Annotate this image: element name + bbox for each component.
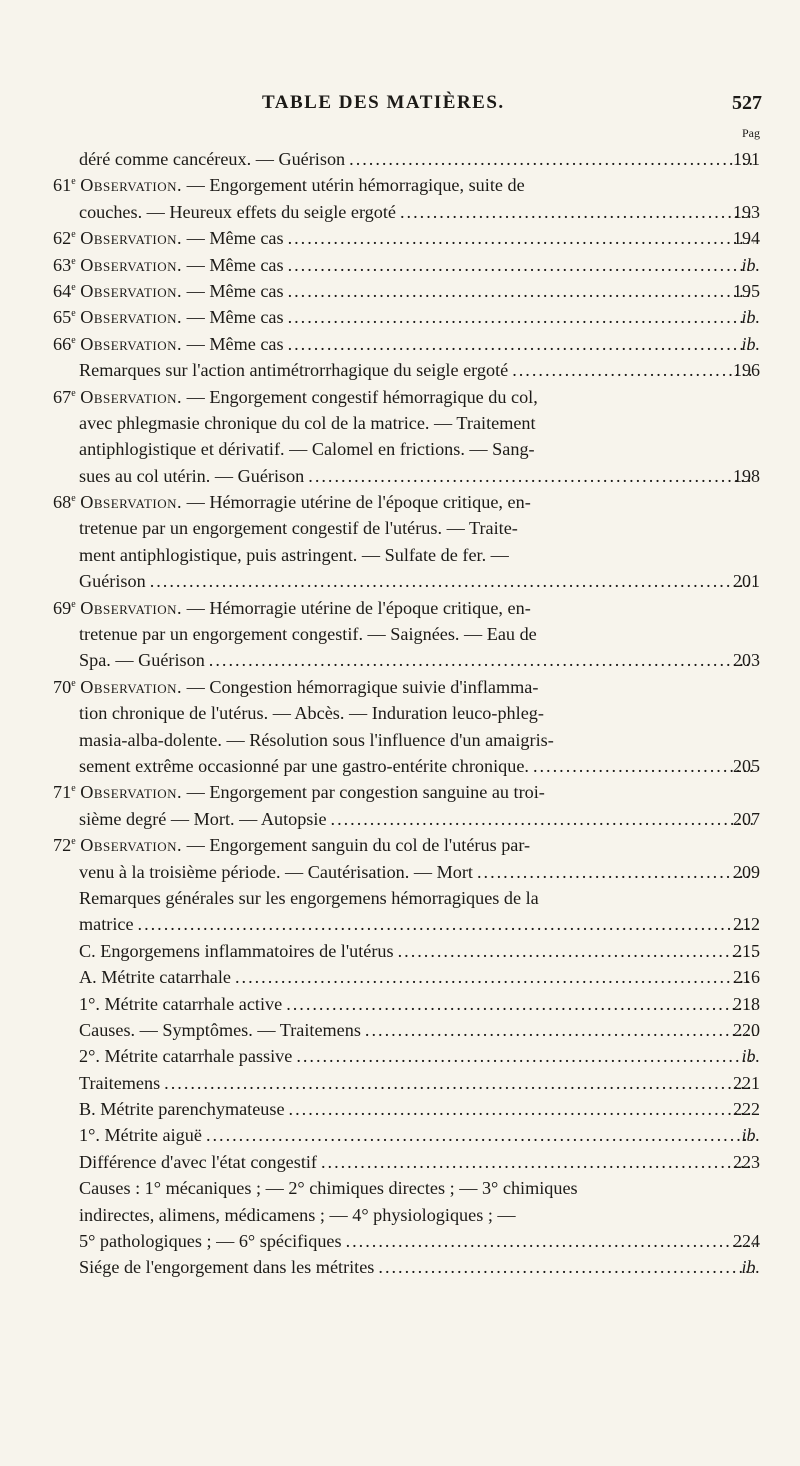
toc-line — [0, 463, 800, 489]
toc-line — [0, 331, 800, 357]
toc-line-text — [79, 1175, 578, 1201]
toc-line-text — [79, 357, 758, 383]
dot-leader — [289, 1096, 754, 1122]
entry-text: — Même cas — [182, 307, 284, 328]
toc-line-text — [53, 304, 758, 330]
toc-line-text — [79, 1043, 758, 1069]
observation-number: 67e — [53, 386, 76, 407]
entry-text: Causes. — Symptômes. — Traitemens — [79, 1019, 361, 1040]
toc-line-text — [79, 463, 758, 489]
toc-line-text — [53, 384, 538, 410]
toc-line — [0, 146, 800, 172]
entry-text: — Engorgement sanguin du col de l'utérus par- — [182, 835, 531, 856]
toc-line — [0, 911, 800, 937]
toc-line-text — [79, 542, 509, 568]
toc-line — [0, 1043, 800, 1069]
toc-line-text — [79, 700, 544, 726]
toc-line — [0, 885, 800, 911]
page-column-label: Pag — [742, 126, 760, 140]
observation-label: Observation. — [80, 175, 183, 196]
dot-leader — [321, 1149, 754, 1175]
page-reference: ib. — [741, 333, 760, 354]
entry-text: couches. — Heureux effets du seigle ergoté — [79, 201, 396, 222]
toc-line — [0, 647, 800, 673]
entry-text: tion chronique de l'utérus. — Abcès. — Induration leuco-phleg- — [79, 703, 544, 724]
observation-number: 61e — [53, 175, 76, 196]
dot-leader — [138, 911, 754, 937]
toc-line — [0, 278, 800, 304]
entry-text: ment antiphlogistique, puis astringent. — Sulfate de fer. — — [79, 544, 509, 565]
page-reference: 212 — [733, 914, 760, 935]
toc-line — [0, 753, 800, 779]
entry-text: masia-alba-dolente. — Résolution sous l'influence d'un amaigris- — [79, 729, 554, 750]
toc-line — [0, 1254, 800, 1280]
toc-line-text — [79, 1070, 758, 1096]
observation-label: Observation. — [80, 386, 183, 407]
page-reference: 198 — [733, 465, 760, 486]
dot-leader — [288, 225, 754, 251]
toc-line-text — [79, 991, 758, 1017]
entry-text: Remarques sur l'action antimétrorrhagique du seigle ergoté — [79, 360, 509, 381]
entry-text: matrice — [79, 914, 134, 935]
dot-leader — [477, 859, 754, 885]
dot-leader — [209, 647, 754, 673]
toc-line-text — [79, 1228, 758, 1254]
page-reference: ib. — [741, 1125, 760, 1146]
entry-text: — Congestion hémorragique suivie d'inflamma- — [182, 676, 539, 697]
toc-line-text — [79, 621, 537, 647]
dot-leader — [286, 991, 754, 1017]
entry-text: — Même cas — [182, 228, 284, 249]
observation-number: 66e — [53, 333, 76, 354]
entry-text: — Même cas — [182, 333, 284, 354]
entry-text: avec phlegmasie chronique du col de la matrice. — Traitement — [79, 412, 536, 433]
entry-text: A. Métrite catarrhale — [79, 967, 231, 988]
toc-line — [0, 859, 800, 885]
toc-line — [0, 1070, 800, 1096]
entry-text: — Engorgement par congestion sanguine au troi- — [182, 782, 545, 803]
toc-line — [0, 806, 800, 832]
table-of-contents — [0, 146, 800, 1281]
entry-text: sement extrême occasionné par une gastro-entérite chronique. — [79, 755, 529, 776]
observation-number: 68e — [53, 492, 76, 513]
toc-line — [0, 700, 800, 726]
observation-number: 63e — [53, 254, 76, 275]
toc-line — [0, 779, 800, 805]
entry-text: antiphlogistique et dérivatif. — Calomel en frictions. — Sang- — [79, 439, 535, 460]
entry-text: B. Métrite parenchymateuse — [79, 1099, 285, 1120]
toc-line — [0, 199, 800, 225]
entry-text: sues au col utérin. — Guérison — [79, 465, 305, 486]
toc-line-text — [79, 727, 554, 753]
page-reference: 221 — [733, 1072, 760, 1093]
toc-line-text — [53, 278, 758, 304]
toc-line — [0, 515, 800, 541]
toc-line-text — [79, 885, 539, 911]
entry-text: C. Engorgemens inflammatoires de l'utérus — [79, 940, 394, 961]
observation-label: Observation. — [80, 835, 183, 856]
entry-text: Remarques générales sur les engorgemens hémorragiques de la — [79, 887, 539, 908]
toc-line — [0, 1122, 800, 1148]
toc-line-text — [79, 859, 758, 885]
toc-line-text — [79, 199, 758, 225]
entry-text: 2°. Métrite catarrhale passive — [79, 1046, 293, 1067]
dot-leader — [308, 463, 754, 489]
observation-label: Observation. — [80, 228, 183, 249]
observation-label: Observation. — [80, 280, 183, 301]
dot-leader — [206, 1122, 754, 1148]
dot-leader — [398, 938, 754, 964]
entry-text: Siége de l'engorgement dans les métrites — [79, 1257, 375, 1278]
entry-text: — Même cas — [182, 254, 284, 275]
page-reference: 196 — [733, 360, 760, 381]
toc-line-text — [53, 779, 545, 805]
observation-number: 69e — [53, 597, 76, 618]
running-header — [262, 92, 762, 122]
observation-label: Observation. — [80, 782, 183, 803]
toc-line-text — [79, 1254, 758, 1280]
entry-text: déré comme cancéreux. — Guérison — [79, 149, 346, 169]
toc-line — [0, 410, 800, 436]
dot-leader — [288, 331, 754, 357]
toc-line — [0, 384, 800, 410]
toc-line — [0, 1228, 800, 1254]
dot-leader — [235, 964, 754, 990]
page-reference: 207 — [733, 808, 760, 829]
observation-label: Observation. — [80, 307, 183, 328]
toc-line — [0, 357, 800, 383]
entry-text: — Engorgement utérin hémorragique, suite de — [182, 175, 525, 196]
page-reference: 203 — [733, 650, 760, 671]
observation-number: 72e — [53, 835, 76, 856]
toc-line — [0, 172, 800, 198]
page-reference: 201 — [733, 571, 760, 592]
page-reference: 215 — [733, 940, 760, 961]
toc-line — [0, 1149, 800, 1175]
toc-line-text — [53, 331, 758, 357]
entry-text: Traitemens — [79, 1072, 161, 1093]
dot-leader — [288, 278, 754, 304]
toc-line — [0, 1202, 800, 1228]
observation-number: 65e — [53, 307, 76, 328]
toc-line-text — [53, 225, 758, 251]
dot-leader — [378, 1254, 754, 1280]
toc-line — [0, 225, 800, 251]
dot-leader — [150, 568, 754, 594]
toc-line — [0, 304, 800, 330]
toc-line-text — [79, 146, 758, 172]
entry-text: — Hémorragie utérine de l'époque critique, en- — [182, 492, 531, 513]
toc-line-text — [79, 938, 758, 964]
toc-line — [0, 252, 800, 278]
page-reference: 224 — [733, 1231, 760, 1252]
observation-number: 64e — [53, 280, 76, 301]
dot-leader — [512, 357, 754, 383]
page-reference: 194 — [733, 228, 760, 249]
toc-line-text — [53, 172, 525, 198]
page-reference: 220 — [733, 1019, 760, 1040]
entry-text: venu à la troisième période. — Cautérisation. — Mort — [79, 861, 473, 882]
header-title: TABLE DES MATIÈRES. — [262, 92, 505, 113]
observation-label: Observation. — [80, 254, 183, 275]
observation-number: 71e — [53, 782, 76, 803]
entry-text: Guérison — [79, 571, 146, 592]
dot-leader — [533, 753, 754, 779]
toc-line — [0, 1017, 800, 1043]
page-reference: 191 — [733, 149, 760, 169]
dot-leader — [349, 146, 754, 172]
page-reference: ib. — [741, 254, 760, 275]
toc-line — [0, 436, 800, 462]
toc-line — [0, 568, 800, 594]
toc-line-text — [79, 1122, 758, 1148]
toc-line — [0, 621, 800, 647]
dot-leader — [346, 1228, 754, 1254]
toc-line — [0, 542, 800, 568]
page-reference: ib. — [741, 307, 760, 328]
toc-line-text — [79, 436, 535, 462]
entry-text: tretenue par un engorgement congestif. — Saignées. — Eau de — [79, 624, 537, 645]
toc-line-text — [79, 410, 536, 436]
entry-text: 1°. Métrite aiguë — [79, 1125, 202, 1146]
toc-line-text — [79, 568, 758, 594]
entry-text: Spa. — Guérison — [79, 650, 205, 671]
toc-line-text — [79, 515, 518, 541]
toc-line-text — [79, 647, 758, 673]
toc-line-text — [53, 674, 538, 700]
entry-text: — Engorgement congestif hémorragique du col, — [182, 386, 538, 407]
dot-leader — [365, 1017, 754, 1043]
dot-leader — [400, 199, 754, 225]
dot-leader — [164, 1070, 754, 1096]
page-reference: 216 — [733, 967, 760, 988]
page-reference: 222 — [733, 1099, 760, 1120]
observation-number: 70e — [53, 676, 76, 697]
entry-text: — Même cas — [182, 280, 284, 301]
page-reference: 209 — [733, 861, 760, 882]
page-reference: 195 — [733, 280, 760, 301]
toc-line — [0, 727, 800, 753]
dot-leader — [331, 806, 754, 832]
toc-line-text — [79, 964, 758, 990]
toc-line — [0, 1096, 800, 1122]
toc-line-text — [79, 911, 758, 937]
entry-text: tretenue par un engorgement congestif de l'utérus. — Traite- — [79, 518, 518, 539]
toc-line-text — [53, 252, 758, 278]
toc-line-text — [79, 1149, 758, 1175]
toc-line-text — [79, 1202, 516, 1228]
page-reference: ib. — [741, 1257, 760, 1278]
toc-line — [0, 938, 800, 964]
entry-text: Différence d'avec l'état congestif — [79, 1151, 317, 1172]
header-page-number: 527 — [732, 92, 762, 114]
page-reference: 218 — [733, 993, 760, 1014]
observation-label: Observation. — [80, 492, 183, 513]
toc-line-text — [79, 1017, 758, 1043]
toc-line — [0, 964, 800, 990]
toc-line — [0, 991, 800, 1017]
entry-text: 5° pathologiques ; — 6° spécifiques — [79, 1231, 342, 1252]
toc-line — [0, 674, 800, 700]
toc-line-text — [53, 832, 530, 858]
page-reference: ib. — [741, 1046, 760, 1067]
toc-line-text — [79, 753, 758, 779]
dot-leader — [288, 304, 754, 330]
entry-text: 1°. Métrite catarrhale active — [79, 993, 283, 1014]
observation-number: 62e — [53, 228, 76, 249]
entry-text: Causes : 1° mécaniques ; — 2° chimiques directes ; — 3° chimiques — [79, 1178, 578, 1199]
toc-line — [0, 595, 800, 621]
page-reference: 193 — [733, 201, 760, 222]
toc-line-text — [79, 1096, 758, 1122]
observation-label: Observation. — [80, 333, 183, 354]
page-reference: 223 — [733, 1151, 760, 1172]
toc-line — [0, 832, 800, 858]
toc-line-text — [53, 489, 531, 515]
page-reference: 205 — [733, 755, 760, 776]
observation-label: Observation. — [80, 676, 183, 697]
toc-line-text — [53, 595, 531, 621]
dot-leader — [288, 252, 754, 278]
observation-label: Observation. — [80, 597, 183, 618]
toc-line — [0, 1175, 800, 1201]
entry-text: — Hémorragie utérine de l'époque critique, en- — [182, 597, 531, 618]
entry-text: indirectes, alimens, médicamens ; — 4° physiologiques ; — — [79, 1204, 516, 1225]
toc-line-text — [79, 806, 758, 832]
toc-line — [0, 489, 800, 515]
dot-leader — [296, 1043, 754, 1069]
entry-text: sième degré — Mort. — Autopsie — [79, 808, 327, 829]
